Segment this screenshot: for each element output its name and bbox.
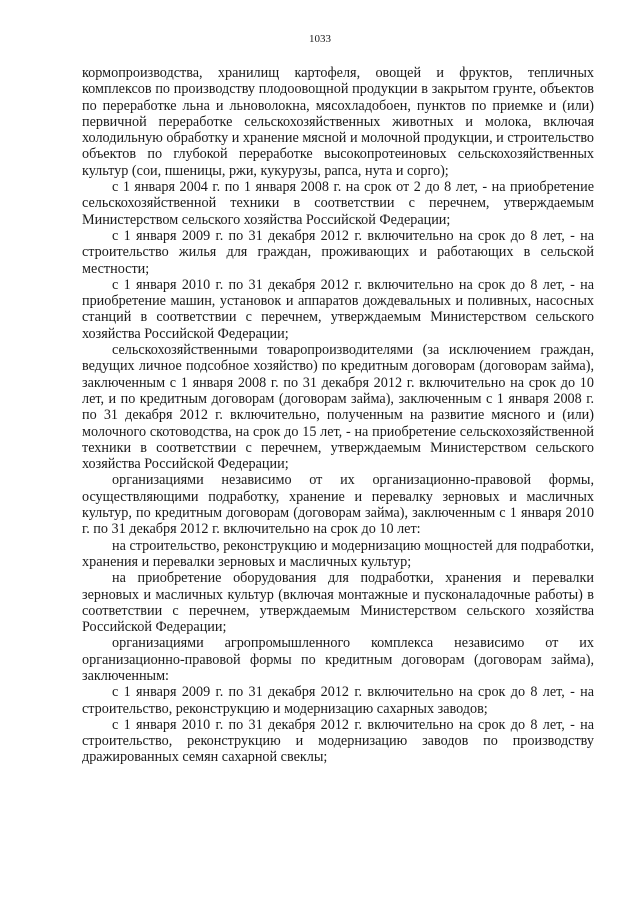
paragraph: сельскохозяйственными товаропроизводителями (за исключением граждан, ведущих личное подсобное хозяйство) по кредитным договорам (договорам займа), заключенным с 1 января 2008 г. по 31 декабря 2012 г. включительно на срок до 10 лет, и по кредитным договорам (договорам займа), заключенным с 1 января 2008 г. по 31 декабря 2012 г. включительно, полученным на развитие мясного и (или) молочного скотоводства, на срок до 15 лет, - на приобретение сельскохозяйственной техники в соответствии с перечнем, утверждаемым Министерством сельского хозяйства Российской Федерации; <box>82 342 594 473</box>
paragraph: на строительство, реконструкцию и модернизацию мощностей для подработки, хранения и перевалки зерновых и масличных культур; <box>82 537 594 570</box>
paragraph: с 1 января 2004 г. по 1 января 2008 г. на срок от 2 до 8 лет, - на приобретение сельскохозяйственной техники в соответствии с перечнем, утверждаемым Министерством сельского хозяйства Российской Федерации; <box>82 179 594 228</box>
paragraph: с 1 января 2010 г. по 31 декабря 2012 г. включительно на срок до 8 лет, - на строительство, реконструкцию и модернизацию заводов по производству дражированных семян сахарной свеклы; <box>82 716 594 766</box>
paragraph-continuation: кормопроизводства, хранилищ картофеля, овощей и фруктов, тепличных комплексов по производству плодоовощной продукции в закрытом грунте, объектов по переработке льна и льноволокна, мясохладобоен, пунктов по приемке и (или) первичной переработке сельскохозяйственных животных и молока, включая холодильную обработку и хранение мясной и молочной продукции, и строительство объектов по глубокой переработке высокопротеиновых сельскохозяйственных культур (сои, пшеницы, ржи, кукурузы, рапса, нута и сорго); <box>82 65 595 179</box>
paragraph: с 1 января 2009 г. по 31 декабря 2012 г. включительно на срок до 8 лет, - на строительство жилья для граждан, проживающих и работающих в сельской местности; <box>82 227 594 277</box>
paragraph: с 1 января 2009 г. по 31 декабря 2012 г. включительно на срок до 8 лет, - на строительство, реконструкцию и модернизацию сахарных заводов; <box>82 684 594 717</box>
document-body <box>82 65 594 766</box>
paragraph: на приобретение оборудования для подработки, хранения и перевалки зерновых и масличных культур (включая монтажные и пусконаладочные работы) в соответствии с перечнем, утверждаемым Министерством сельского хозяйства Российской Федерации; <box>82 570 594 636</box>
paragraph: организациями агропромышленного комплекса независимо от их организационно-правовой формы по кредитным договорам (договорам займа), заключенным: <box>82 635 594 684</box>
paragraph: с 1 января 2010 г. по 31 декабря 2012 г. включительно на срок до 8 лет, - на приобретение машин, установок и аппаратов дождевальных и поливных, насосных станций в соответствии с перечнем, утверждаемым Министерством сельского хозяйства Российской Федерации; <box>82 276 594 342</box>
paragraph: организациями независимо от их организационно-правовой формы, осуществляющими подработку, хранение и перевалку зерновых и масличных культур, по кредитным договорам (договорам займа), заключенным с 1 января 2010 г. по 31 декабря 2012 г. включительно на срок до 10 лет: <box>82 472 594 538</box>
page-number: 1033 <box>309 33 331 45</box>
